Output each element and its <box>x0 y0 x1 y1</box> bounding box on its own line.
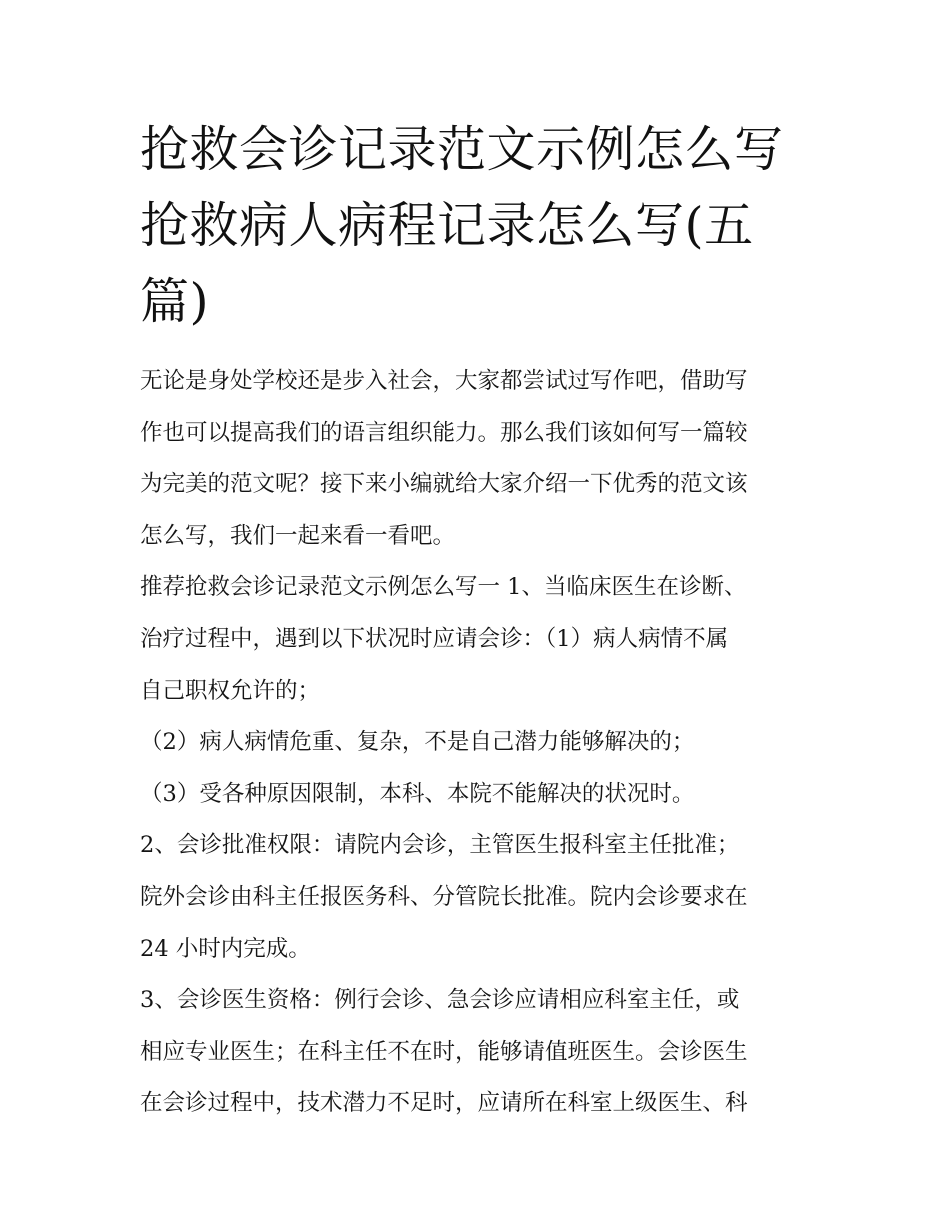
body-line: 在会诊过程中，技术潜力不足时，应请所在科室上级医生、科 <box>140 1090 748 1117</box>
body-line: 24 小时内完成。 <box>140 935 311 962</box>
body-line: 自己职权允许的； <box>140 677 321 704</box>
body-line: 推荐抢救会诊记录范文示例怎么写一 1、当临床医生在诊断、 <box>140 574 747 601</box>
document-title <box>140 112 830 340</box>
body-line: 为完美的范文呢？接下来小编就给大家介绍一下优秀的范文该 <box>140 471 748 498</box>
body-line: 治疗过程中，遇到以下状况时应请会诊：（1）病人病情不属 <box>140 625 729 652</box>
body-line: 无论是身处学校还是步入社会，大家都尝试过写作吧，借助写 <box>140 368 748 394</box>
body-line: 怎么写，我们一起来看一看吧。 <box>140 522 456 549</box>
title-line: 抢救会诊记录范文示例怎么写 <box>140 121 784 178</box>
document-body <box>140 356 830 1130</box>
body-line: 2、会诊批准权限：请院内会诊，主管医生报科室主任批准； <box>140 832 740 859</box>
body-line: 院外会诊由科主任报医务科、分管院长批准。院内会诊要求在 <box>140 883 748 910</box>
title-line: 篇) <box>140 273 210 330</box>
body-line: （3）受各种原因限制，本科、本院不能解决的状况时。 <box>140 780 695 807</box>
title-line: 抢救病人病程记录怎么写(五 <box>140 197 754 254</box>
body-line: 作也可以提高我们的语言组织能力。那么我们该如何写一篇较 <box>140 419 748 446</box>
body-line: 3、会诊医生资格：例行会诊、急会诊应请相应科室主任，或 <box>140 987 740 1014</box>
body-line: 相应专业医生；在科主任不在时，能够请值班医生。会诊医生 <box>140 1038 748 1065</box>
body-line: （2）病人病情危重、复杂，不是自己潜力能够解决的； <box>140 729 695 756</box>
